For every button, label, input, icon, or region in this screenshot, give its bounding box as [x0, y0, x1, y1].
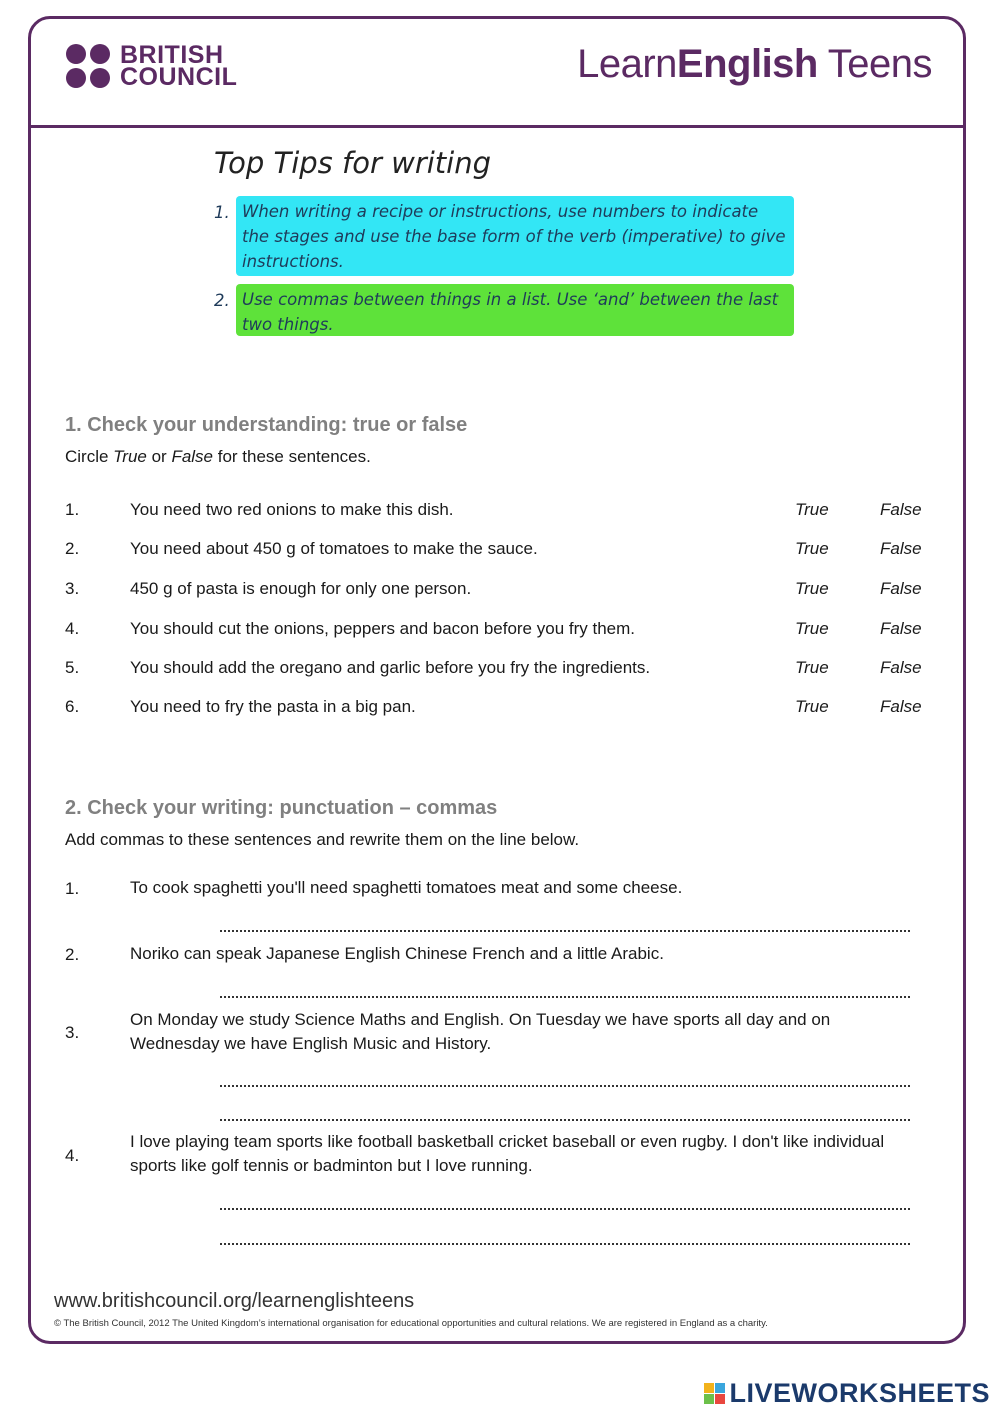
learnenglish-teens-logo	[577, 42, 932, 87]
true-option[interactable]: True	[795, 500, 829, 519]
row-statement: You should cut the onions, peppers and bacon before you fry them.	[130, 619, 635, 638]
item-number: 1.	[65, 879, 80, 898]
false-option[interactable]: False	[880, 579, 922, 598]
answer-line[interactable]	[220, 930, 910, 932]
tip-number: 1.	[214, 203, 230, 222]
row-number: 3.	[65, 579, 80, 598]
logo-learn: Learn	[577, 42, 677, 86]
logo-line-2: COUNCIL	[120, 63, 238, 91]
answer-line[interactable]	[220, 996, 910, 998]
liveworksheets-icon	[704, 1383, 726, 1405]
answer-line[interactable]	[220, 1243, 910, 1245]
row-statement: You need two red onions to make this dish.	[130, 500, 454, 519]
false-option[interactable]: False	[880, 539, 922, 558]
true-option[interactable]: True	[795, 658, 829, 677]
answer-line[interactable]	[220, 1208, 910, 1210]
row-number: 5.	[65, 658, 80, 677]
row-statement: You need about 450 g of tomatoes to make the sauce.	[130, 539, 538, 558]
liveworksheets-wordmark: LIVEWORKSHEETS	[729, 1378, 990, 1408]
row-statement: 450 g of pasta is enough for only one person.	[130, 579, 472, 598]
item-sentence: I love playing team sports like football basketball cricket baseball or even rugby. I don't like individual sports like golf tennis or badminton but I love running.	[130, 1132, 885, 1175]
row-number: 4.	[65, 619, 80, 638]
liveworksheets-logo	[704, 1378, 990, 1409]
row-number: 1.	[65, 500, 80, 519]
false-option[interactable]: False	[880, 697, 922, 716]
british-council-dots-icon	[66, 44, 110, 88]
tip-text: When writing a recipe or instructions, use numbers to indicate the stages and use the base form of the verb (imperative) to give instructions.	[236, 196, 794, 276]
section1-instruction: Circle True or False for these sentences.	[65, 447, 371, 466]
footer-url[interactable]: www.britishcouncil.org/learnenglishteens	[54, 1290, 415, 1312]
item-number: 2.	[65, 945, 80, 964]
item-sentence: Noriko can speak Japanese English Chinese French and a little Arabic.	[130, 944, 664, 963]
british-council-logo	[66, 41, 238, 91]
true-option[interactable]: True	[795, 539, 829, 558]
answer-line[interactable]	[220, 1119, 910, 1121]
header-divider	[28, 125, 966, 128]
logo-english: English	[676, 42, 818, 86]
copyright-text: © The British Council, 2012 The United Kingdom’s international organisation for educational opportunities and cultural relations. We are registered in England as a charity.	[54, 1318, 768, 1329]
false-option[interactable]: False	[880, 619, 922, 638]
tips-title: Top Tips for writing	[214, 146, 492, 180]
row-statement: You should add the oregano and garlic before you fry the ingredients.	[130, 658, 651, 677]
tip-text: Use commas between things in a list. Use ‘and’ between the last two things.	[236, 284, 794, 336]
section2-instruction: Add commas to these sentences and rewrite them on the line below.	[65, 830, 580, 849]
true-option[interactable]: True	[795, 579, 829, 598]
logo-line-1: BRITISH	[120, 41, 224, 69]
section2-title: 2. Check your writing: punctuation – commas	[65, 797, 498, 819]
true-option[interactable]: True	[795, 697, 829, 716]
tip-number: 2.	[214, 291, 230, 310]
item-sentence: To cook spaghetti you'll need spaghetti tomatoes meat and some cheese.	[130, 878, 683, 897]
true-option[interactable]: True	[795, 619, 829, 638]
item-number: 4.	[65, 1146, 80, 1165]
row-number: 2.	[65, 539, 80, 558]
section1-title: 1. Check your understanding: true or false	[65, 414, 468, 436]
false-option[interactable]: False	[880, 658, 922, 677]
logo-teens: Teens	[817, 42, 932, 86]
answer-line[interactable]	[220, 1085, 910, 1087]
row-number: 6.	[65, 697, 80, 716]
row-statement: You need to fry the pasta in a big pan.	[130, 697, 416, 716]
false-option[interactable]: False	[880, 500, 922, 519]
item-sentence: On Monday we study Science Maths and English. On Tuesday we have sports all day and on Wednesday we have English Music and History.	[130, 1010, 831, 1053]
item-number: 3.	[65, 1023, 80, 1042]
